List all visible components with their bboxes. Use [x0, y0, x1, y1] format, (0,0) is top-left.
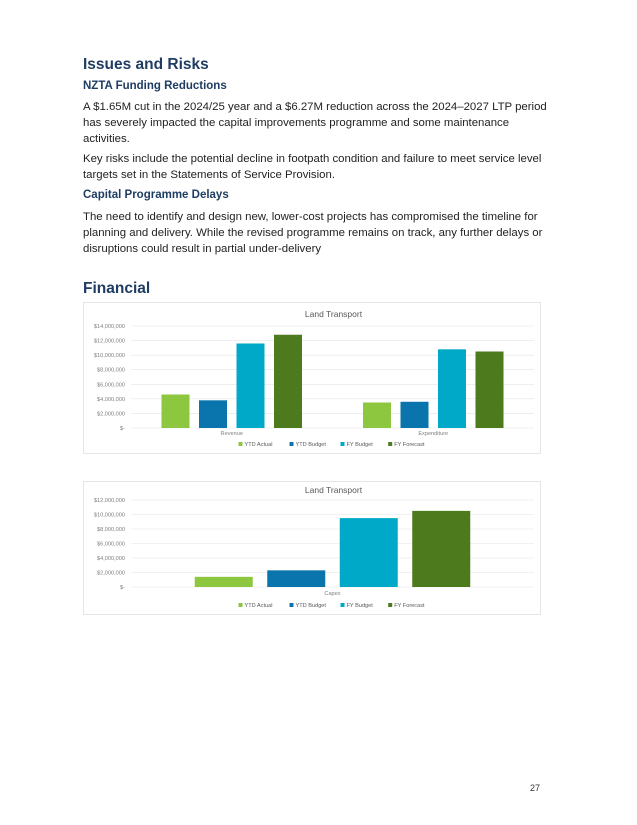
- chart-title: Land Transport: [304, 485, 363, 495]
- legend-label: FY Forecast: [394, 442, 425, 448]
- legend-label: FY Budget: [346, 603, 373, 609]
- legend-swatch: [239, 442, 243, 446]
- subheading-funding: NZTA Funding Reductions: [83, 80, 227, 92]
- x-category-label: Expenditure: [418, 431, 449, 437]
- legend-label: FY Budget: [346, 442, 373, 448]
- bar-ytd-actual: [363, 403, 391, 429]
- page-number: 27: [530, 783, 541, 793]
- legend-label: YTD Budget: [295, 442, 326, 448]
- bar-fy-forecast: [476, 352, 504, 429]
- legend-swatch: [341, 603, 345, 607]
- legend-label: FY Forecast: [394, 603, 425, 609]
- y-tick-label: $14,000,000: [93, 324, 125, 330]
- legend-label: YTD Actual: [244, 603, 273, 609]
- y-tick-label: $-: [120, 585, 125, 591]
- y-tick-label: $8,000,000: [97, 527, 125, 533]
- chart-1-container: [83, 302, 541, 454]
- x-category-label: Capex: [324, 591, 341, 597]
- y-tick-label: $12,000,000: [93, 498, 125, 504]
- y-tick-label: $10,000,000: [93, 512, 125, 519]
- y-tick-label: $4,000,000: [97, 396, 125, 403]
- paragraph-risks: Key risks include the potential decline in footpath condition and failure to meet service level targets set in the Statements of Service Provision.: [83, 153, 542, 181]
- bar-fy-budget: [340, 518, 398, 587]
- legend-swatch: [341, 442, 345, 446]
- paragraph-funding: A $1.65M cut in the 2024/25 year and a $6.27M reduction across the 2024–2027 LTP period has severely impacted the capital improvements programme and some maintenance activities.: [83, 101, 547, 145]
- chart-title: Land Transport: [304, 309, 363, 319]
- chart-2-container: [83, 481, 541, 615]
- bar-ytd-actual: [195, 577, 253, 587]
- y-tick-label: $-: [120, 426, 125, 432]
- legend-label: YTD Actual: [244, 442, 273, 448]
- chart-2: [84, 482, 540, 614]
- bar-fy-forecast: [412, 511, 470, 587]
- legend-label: YTD Budget: [295, 603, 326, 609]
- y-tick-label: $6,000,000: [97, 541, 125, 548]
- chart-1: [84, 303, 540, 453]
- y-tick-label: $10,000,000: [93, 353, 125, 360]
- bar-ytd-budget: [199, 400, 227, 428]
- legend-swatch: [290, 603, 294, 607]
- y-tick-label: $8,000,000: [97, 367, 125, 374]
- bar-fy-forecast: [274, 335, 302, 428]
- y-tick-label: $6,000,000: [97, 382, 125, 389]
- legend-swatch: [290, 442, 294, 446]
- legend-swatch: [239, 603, 243, 607]
- bar-ytd-actual: [162, 394, 190, 428]
- legend-swatch: [388, 442, 392, 446]
- bar-ytd-budget: [401, 402, 429, 428]
- y-tick-label: $2,000,000: [97, 570, 125, 577]
- financial-title: Financial: [83, 280, 151, 297]
- section-title: Issues and Risks: [83, 56, 209, 73]
- y-tick-label: $12,000,000: [93, 338, 125, 345]
- subheading-delays: Capital Programme Delays: [83, 189, 229, 201]
- bar-fy-budget: [438, 349, 466, 428]
- y-tick-label: $4,000,000: [97, 556, 125, 562]
- paragraph-delays: The need to identify and design new, lower-cost projects has compromised the timeline for planning and delivery. While the revised programme remains on track, any further delays or disruptions could result in partial under-delivery: [83, 211, 543, 255]
- x-category-label: Revenue: [220, 431, 243, 437]
- y-tick-label: $2,000,000: [97, 411, 125, 418]
- bar-fy-budget: [237, 343, 265, 428]
- bar-ytd-budget: [267, 570, 325, 587]
- legend-swatch: [388, 603, 392, 607]
